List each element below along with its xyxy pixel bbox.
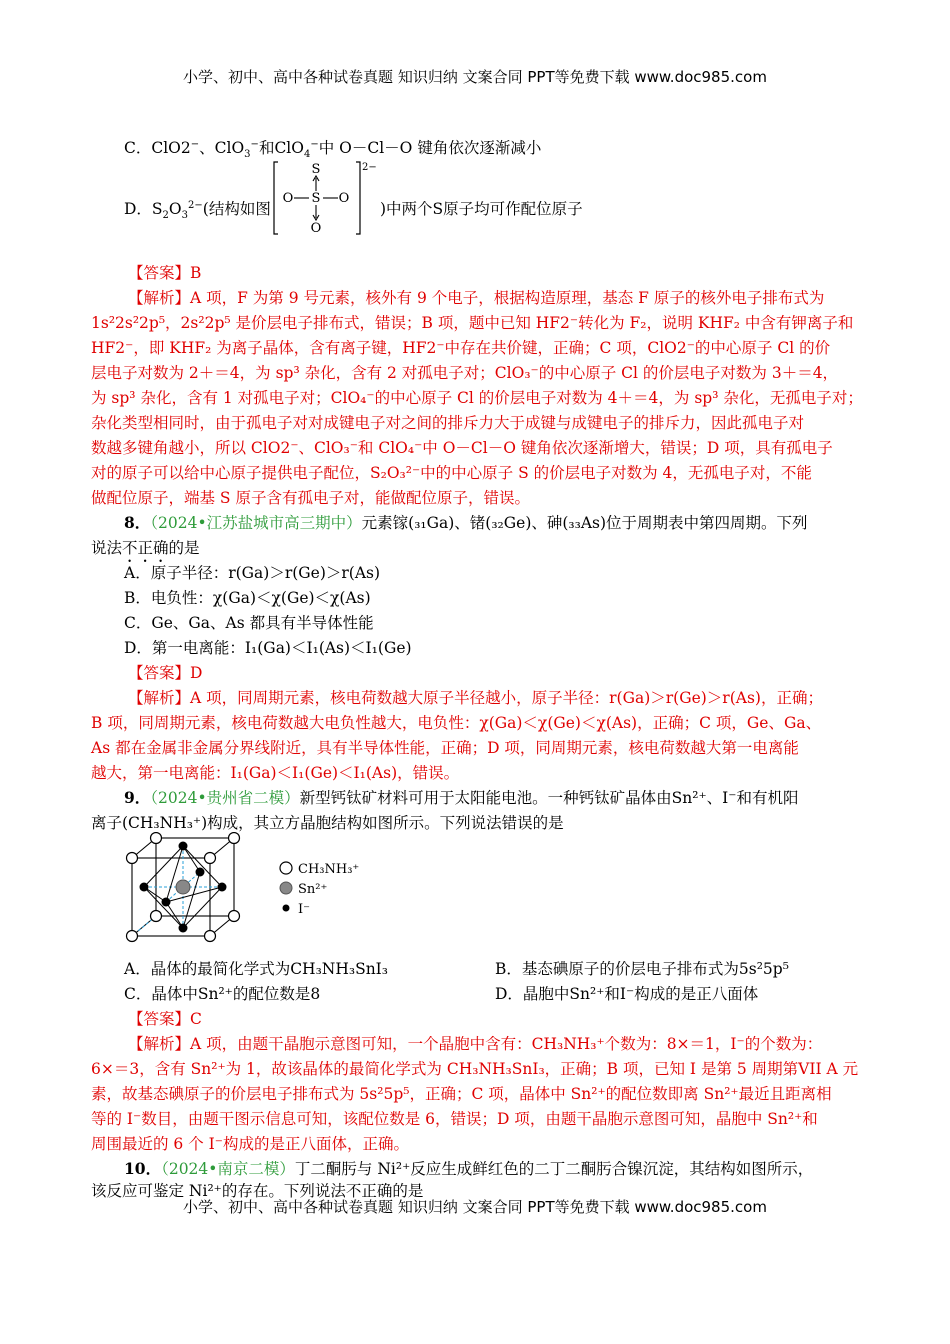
q7-option-d-tail: )中两个S原子均可作配位原子	[380, 200, 583, 218]
q8-stem: 8．（2024•江苏盐城市高三期中）元素镓(₃₁Ga)、锗(₃₂Ge)、砷(₃₃As)位于周期表中第四周期。下列	[124, 513, 808, 532]
page-footer: 小学、初中、高中各种试卷真题 知识归纳 文案合同 PPT等免费下载 www.doc985.com	[183, 1198, 767, 1216]
struct-s-center: S	[311, 191, 321, 206]
q8-analysis-line: 【解析】A 项，同周期元素，核电荷数越大原子半径越小，原子半径：r(Ga)＞r(Ge)＞r(As)，正确；	[128, 689, 823, 707]
q9-source: （2024•贵州省二模）	[150, 789, 300, 807]
q8-number: 8．	[124, 513, 151, 532]
q9-stem-2: 离子(CH₃NH₃⁺)构成，其立方晶胞结构如图所示。下列说法错误的是	[91, 814, 564, 832]
q7-option-c: C．ClO2−、ClO$_3$−和ClO$_4$−中 O－Cl－O 键角依次逐渐减小	[124, 138, 542, 161]
q7-analysis-line: 【解析】A 项，F 为第 9 号元素，核外有 9 个电子，根据构造原理，基态 F 原子的核外电子排布式为	[128, 289, 825, 307]
q8-stem-2: 说法不正确的是	[91, 539, 200, 557]
q8-option-d: D．第一电离能：I₁(Ga)＜I₁(As)＜I₁(Ge)	[124, 639, 412, 657]
q8-analysis-line: 越大，第一电离能：I₁(Ga)＜I₁(Ge)＜I₁(As)，错误。	[91, 764, 460, 782]
q7-analysis-line: 为 sp³ 杂化，含有 1 对孤电子对；ClO₄⁻的中心原子 Cl 的价层电子对数为 4＋＝4，为 sp³ 杂化，无孤电子对；	[91, 389, 863, 407]
q8-answer: 【答案】D	[128, 664, 203, 682]
q8-option-a: A．原子半径：r(Ga)＞r(Ge)＞r(As)	[124, 564, 381, 582]
q9-number: 9．	[124, 788, 151, 807]
struct-charge: 2−	[362, 162, 377, 173]
q7-answer: 【答案】B	[128, 264, 202, 282]
q7-analysis-line: 1s²2s²2p⁵，2s²2p⁵ 是价层电子排布式，错误；B 项，题中已知 HF2⁻转化为 F₂，说明 KHF₂ 中含有钾离子和	[91, 314, 854, 332]
q9-analysis-line: 素，故基态碘原子的价层电子排布式为 5s²5p⁵，正确；C 项，晶体中 Sn²⁺的配位数即离 Sn²⁺最近且距离相	[91, 1085, 832, 1103]
struct-s-top: S	[311, 162, 321, 177]
q8-analysis-line: B 项，同周期元素，核电荷数越大电负性越大，电负性：χ(Ga)＜χ(Ge)＜χ(As)，正确；C 项，Ge、Ga、	[91, 714, 822, 732]
legend-sn: Sn²⁺	[298, 882, 328, 897]
q10-stem-2: 该反应可鉴定 Ni²⁺的存在。下列说法不正确的是	[91, 1182, 424, 1200]
q9-analysis-line: 6×＝3，含有 Sn²⁺为 1，故该晶体的最简化学式为 CH₃NH₃SnI₃，正确；B 项，已知 I 是第 5 周期第VII A 元	[91, 1060, 859, 1078]
q9-answer: 【答案】C	[128, 1010, 202, 1028]
q7-analysis-line: 对的原子可以给中心原子提供电子配位，S₂O₃²⁻中的中心原子 S 的价层电子对数为 4，无孤电子对，不能	[91, 464, 812, 482]
q9-option-b: B．基态碘原子的价层电子排布式为5s²5p⁵	[495, 960, 789, 978]
q7-option-d: D．$S_2O_3^{2-}$(结构如图	[124, 199, 271, 222]
legend-ch3nh3: CH₃NH₃⁺	[298, 862, 360, 877]
q8-option-b: B．电负性：χ(Ga)＜χ(Ge)＜χ(As)	[124, 589, 371, 607]
q9-option-d: D．晶胞中Sn²⁺和I⁻构成的是正八面体	[495, 985, 759, 1003]
q9-analysis-line: 周围最近的 6 个 I⁻构成的是正八面体，正确。	[91, 1135, 409, 1153]
q8-option-c: C．Ge、Ga、As 都具有半导体性能	[124, 614, 374, 632]
thiosulfate-structure	[272, 160, 378, 238]
q7-analysis-line: 层电子对数为 2＋＝4，为 sp³ 杂化，含有 2 对孤电子对；ClO₃⁻的中心原子 Cl 的价层电子对数为 3＋＝4，	[91, 364, 839, 382]
q9-option-c: C．晶体中Sn²⁺的配位数是8	[124, 985, 321, 1003]
page-header: 小学、初中、高中各种试卷真题 知识归纳 文案合同 PPT等免费下载 www.doc985.com	[183, 68, 767, 86]
perovskite-unit-cell	[120, 832, 380, 947]
q9-option-a: A．晶体的最简化学式为CH₃NH₃SnI₃	[124, 960, 389, 978]
q10-source: （2024•南京二模）	[161, 1160, 295, 1178]
q7-analysis-line: HF2⁻，即 KHF₂ 为离子晶体，含有离子键，HF2⁻中存在共价键，正确；C 项，ClO2⁻的中心原子 Cl 的价	[91, 339, 831, 357]
struct-o-right: O	[338, 191, 350, 206]
legend-iodide: I⁻	[298, 902, 310, 917]
q7-analysis-line: 做配位原子，端基 S 原子含有孤电子对，能做配位原子，错误。	[91, 489, 530, 507]
struct-o-left: O	[282, 191, 294, 206]
q9-analysis-line: 【解析】A 项，由题干晶胞示意图可知，一个晶胞中含有：CH₃NH₃⁺个数为：8×＝1，I⁻的个数为：	[128, 1035, 823, 1053]
q10-number: 10．	[124, 1159, 162, 1178]
q9-stem: 9．（2024•贵州省二模）新型钙钛矿材料可用于太阳能电池。一种钙钛矿晶体由Sn²⁺、I⁻和有机阳	[124, 788, 799, 807]
q10-stem: 10．（2024•南京二模）丁二酮肟与 Ni²⁺反应生成鲜红色的二丁二酮肟合镍沉淀，其结构如图所示，	[124, 1159, 814, 1178]
q7-analysis-line: 杂化类型相同时，由于孤电子对对成键电子对之间的排斥力大于成键与成键电子的排斥力，因此孤电子对	[91, 414, 805, 432]
q9-analysis-line: 等的 I⁻数目，由题干图示信息可知，该配位数是 6，错误；D 项，由题干晶胞示意图可知，晶胞中 Sn²⁺和	[91, 1110, 818, 1128]
struct-o-bottom: O	[310, 221, 322, 236]
q7-analysis-line: 数越多键角越小，所以 ClO2⁻、ClO₃⁻和 ClO₄⁻中 O－Cl－O 键角依次逐渐增大，错误；D 项，具有孤电子	[91, 439, 833, 457]
q8-emphasis: 不正确	[122, 539, 169, 557]
q8-analysis-line: As 都在金属非金属分界线附近，具有半导体性能，正确；D 项，同周期元素，核电荷数越大第一电离能	[91, 739, 799, 757]
q8-source: （2024•江苏盐城市高三期中）	[150, 514, 362, 532]
